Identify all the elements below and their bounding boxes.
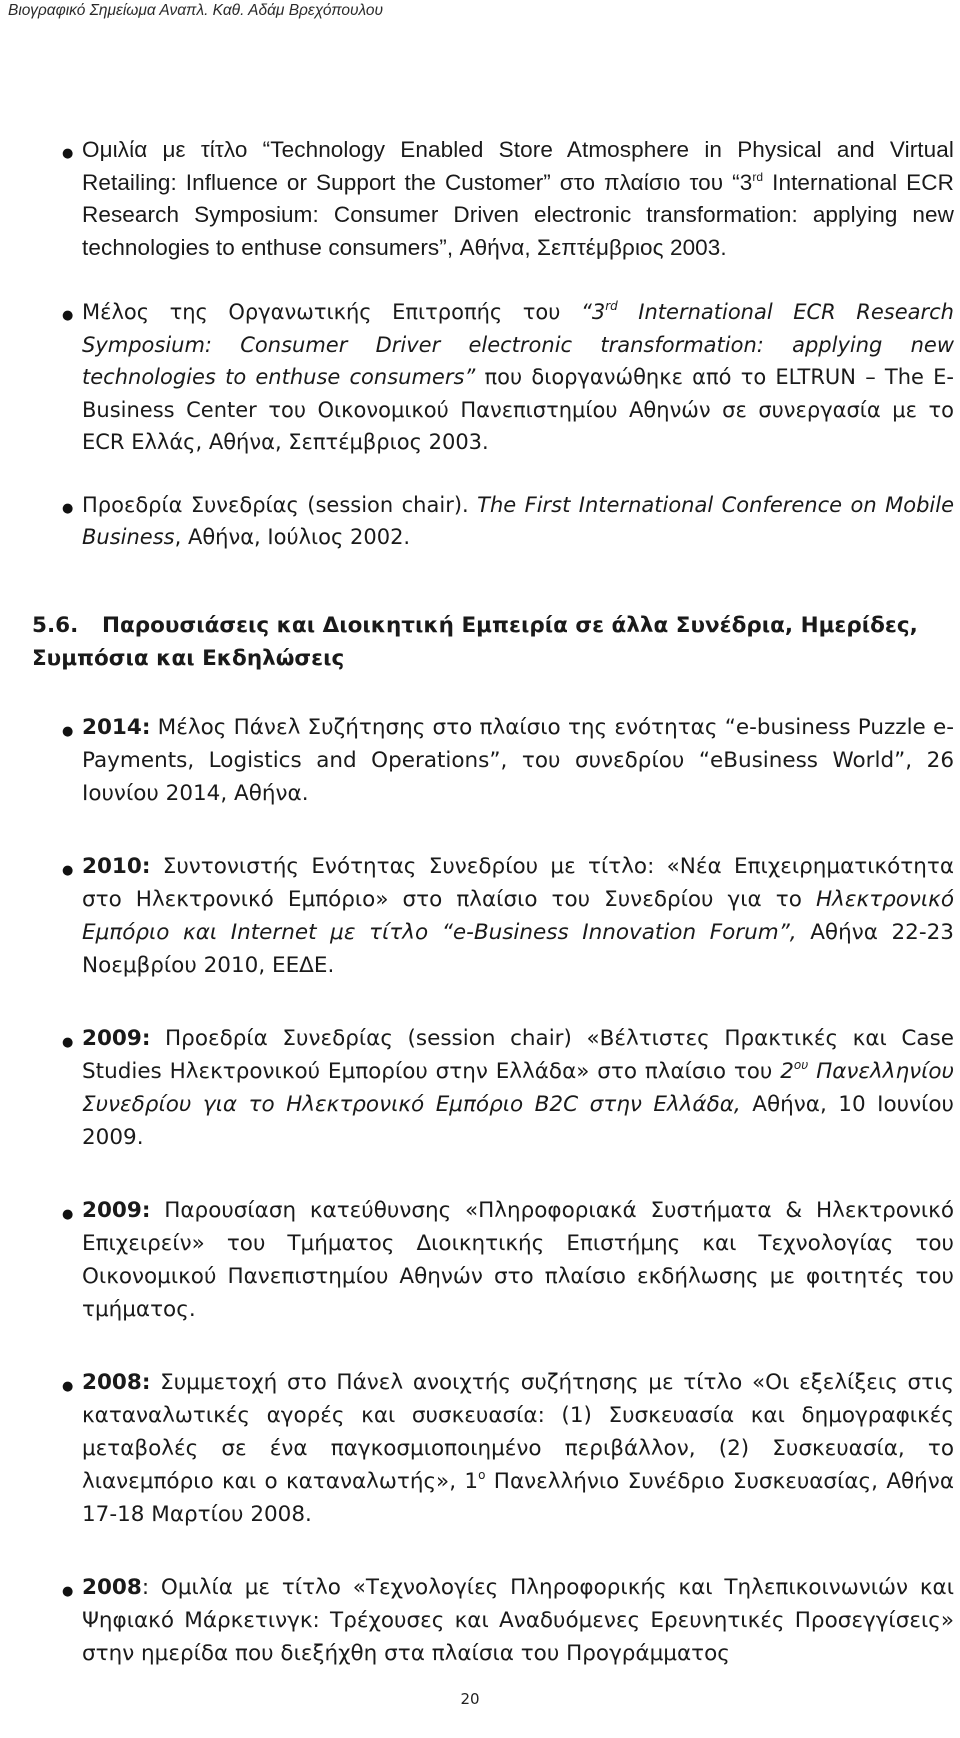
- list-item: [62, 296, 954, 459]
- superscript: ου: [793, 1057, 809, 1072]
- item-italic: The First International Conference on Mobile Business: [82, 492, 955, 549]
- list-item: [62, 1022, 954, 1154]
- item-text: Αθήνα 22-23 Νοεμβρίου 2010, ΕΕΔΕ.: [82, 919, 954, 978]
- list-item: [62, 489, 954, 554]
- item-text: Αθήνα, 10 Ιουνίου 2009.: [82, 1091, 954, 1150]
- superscript: ο: [478, 1467, 486, 1482]
- item-italic: International ECR Research Symposium: Consumer Driver electronic transformation: applying new technologies to enthuse consumers”: [82, 300, 954, 389]
- item-text: Παρουσίαση κατεύθυνσης «Πληροφοριακά Συστήματα & Ηλεκτρονικό Επιχειρείν» του Τμήματος Διοικητικής Επιστήμης και Τεχνολογίας του Οικονομικού Πανεπιστημίου Αθηνών στο πλαίσιο εκδήλωσης με φοιτητές του τμήματος.: [82, 1197, 954, 1322]
- item-text: Ομιλία με τίτλο “Technology Enabled Store Atmosphere in Physical and Virtual Retailing: Influence or Support the Customer” στο πλαίσιο του “3: [82, 137, 954, 195]
- item-text: Μέλος της Οργανωτικής Επιτροπής του: [82, 300, 581, 324]
- running-header: Βιογραφικό Σημείωμα Αναπλ. Καθ. Αδάμ Βρεχόπουλου: [8, 2, 384, 19]
- item-text: International ECR Research Symposium: Consumer Driven electronic transformation: applying new technologies to enthuse consumers”, Αθήνα, Σεπτέμβριος 2003.: [82, 169, 954, 260]
- page-number: 20: [460, 1690, 480, 1708]
- document-body: [32, 134, 955, 1670]
- superscript: rd: [605, 299, 618, 313]
- item-text: : Ομιλία με τίτλο «Τεχνολογίες Πληροφορικής και Τηλεπικοινωνιών και Ψηφιακό Μάρκετινγκ: Τρέχουσες και Αναδυόμενες Ερευνητικές Προσεγγίσεις» στην ημερίδα που διεξήχθη στα πλαίσια του Προγράμματος: [82, 1574, 954, 1666]
- item-text: Συμμετοχή στο Πάνελ ανοιχτής συζήτησης με τίτλο «Οι εξελίξεις στις καταναλωτικές αγορές και συσκευασία: (1) Συσκευασία και δημογραφικές μεταβολές σε ένα παγκοσμιοποιημένο περιβάλλον, (2) Συσκευασία, το λιανεμπόριο και ο καταναλωτής», 1: [82, 1369, 954, 1494]
- list-item: [62, 1571, 954, 1670]
- item-year: 2009:: [82, 1197, 151, 1223]
- list-item: [62, 850, 954, 982]
- item-text: Προεδρία Συνεδρίας (session chair) «Βέλτιστες Πρακτικές και Case Studies Ηλεκτρονικού Εμπορίου στην Ελλάδα» στο πλαίσιο του: [82, 1025, 954, 1084]
- item-year: 2008:: [82, 1369, 151, 1395]
- item-year: 2008: [82, 1574, 142, 1600]
- item-text: , Αθήνα, Ιούλιος 2002.: [174, 525, 411, 549]
- section-heading: [32, 609, 954, 675]
- item-italic: Πανελληνίου Συνεδρίου για το Ηλεκτρονικό Εμπόριο B2C στην Ελλάδα,: [82, 1058, 954, 1117]
- item-italic: 2: [780, 1058, 794, 1084]
- item-italic: “3: [580, 300, 606, 324]
- section-title: Παρουσιάσεις και Διοικητική Εμπειρία σε άλλα Συνέδρια, Ημερίδες, Συμπόσια και Εκδηλώσεις: [32, 612, 918, 671]
- list-item: [62, 711, 954, 810]
- list-item: [62, 134, 954, 264]
- item-text: Πανελλήνιο Συνέδριο Συσκευασίας, Αθήνα 17-18 Μαρτίου 2008.: [82, 1468, 954, 1527]
- item-year: 2010:: [82, 853, 151, 879]
- item-text: Μέλος Πάνελ Συζήτησης στο πλαίσιο της ενότητας “e-business Puzzle e-Payments, Logistics and Operations”, του συνεδρίου “eBusiness World”, 26 Ιουνίου 2014, Αθήνα.: [82, 714, 954, 806]
- list-item: [62, 1366, 954, 1531]
- section-number: 5.6.: [32, 612, 79, 638]
- item-text: Συντονιστής Ενότητας Συνεδρίου με τίτλο: «Νέα Επιχειρηματικότητα στο Ηλεκτρονικό Εμπόριο» στο πλαίσιο του Συνεδρίου για το: [82, 853, 954, 912]
- item-italic: Ηλεκτρονικό Εμπόριο και Internet με τίτλο “e-Business Innovation Forum”,: [82, 886, 954, 945]
- item-text: Προεδρία Συνεδρίας (session chair).: [82, 492, 478, 517]
- item-text: που διοργανώθηκε από το ELTRUN – The E-Business Center του Οικονομικού Πανεπιστημίου Αθηνών σε συνεργασία με το ECR Ελλάς, Αθήνα, Σεπτέμβριος 2003.: [82, 365, 955, 454]
- list-item: [62, 1194, 954, 1326]
- item-year: 2014:: [82, 714, 151, 740]
- item-year: 2009:: [82, 1025, 151, 1051]
- superscript: rd: [752, 169, 764, 184]
